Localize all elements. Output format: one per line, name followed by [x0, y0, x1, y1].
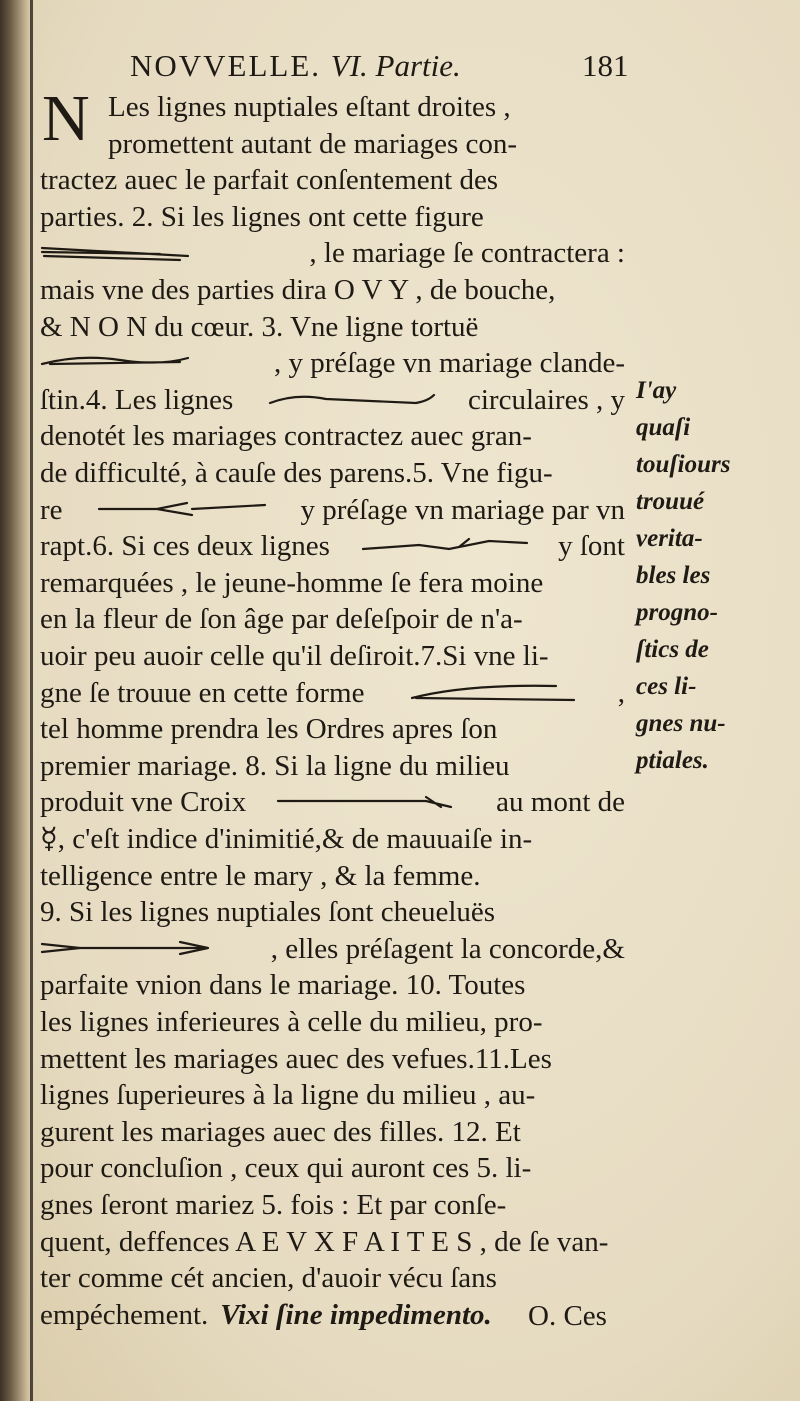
text-line	[40, 819, 625, 859]
text-line	[40, 453, 625, 493]
margin-note-line: ptiales.	[636, 747, 709, 774]
text-line	[40, 490, 625, 530]
margin-note-line: trouué	[636, 488, 705, 515]
text-line	[40, 1148, 625, 1188]
text-segment: denotét les mariages contractez auec gran-	[40, 420, 532, 453]
margin-note-line: I'ay	[636, 377, 677, 404]
text-line	[40, 1222, 625, 1262]
page-gutter	[0, 0, 34, 1401]
text-segment: rapt.6. Si ces deux lignes	[40, 530, 330, 563]
text-segment: gnes ſeront mariez 5. fois : Et par conſe-	[40, 1189, 507, 1221]
line-figure-icon	[359, 535, 529, 555]
line-figure-icon	[40, 242, 190, 262]
text-line	[40, 673, 625, 713]
text-segment: y préſage vn mariage par vn	[300, 493, 625, 526]
text-line	[40, 746, 625, 786]
text-line	[40, 1039, 625, 1079]
text-segment: quent, deffences A E V X F A I T E S , de ſe van-	[40, 1225, 609, 1258]
text-segment: 9. Si les lignes nuptiales ſont cheueluës	[40, 896, 496, 929]
margin-note-line: touſiours	[636, 451, 731, 478]
text-segment: en la fleur de ſon âge par deſeſpoir de n'a-	[40, 603, 523, 636]
text-segment: Les lignes nuptiales eſtant droites ,	[108, 91, 511, 123]
catchword: O. Ces	[528, 1300, 607, 1332]
text-segment: gurent les mariages auec des filles. 12. Et	[40, 1115, 521, 1148]
text-line	[40, 416, 625, 456]
text-line	[40, 1258, 625, 1298]
text-line	[40, 856, 625, 896]
running-header	[130, 48, 630, 92]
margin-note-line: quaſi	[636, 414, 691, 441]
margin-note-line: progno-	[636, 599, 718, 626]
text-line	[40, 599, 625, 639]
text-segment: empéchement.	[40, 1298, 209, 1331]
drop-cap: N	[42, 82, 90, 155]
text-segment: , le mariage ſe contractera :	[309, 237, 625, 270]
page-number: 181	[582, 48, 629, 83]
text-line	[40, 526, 625, 566]
text-segment: & N O N du cœur. 3. Vne ligne tortuë	[40, 310, 479, 343]
line-figure-icon	[406, 682, 576, 702]
text-segment: , y préſage vn mariage clande-	[273, 347, 625, 380]
text-segment: mettent les mariages auec des vefues.11.Les	[40, 1042, 552, 1075]
text-segment: re	[40, 493, 63, 526]
text-line	[40, 160, 625, 200]
text-line	[40, 1002, 625, 1042]
text-line	[40, 782, 625, 822]
text-segment: gne ſe trouue en cette forme	[40, 676, 365, 709]
text-segment: y ſont	[558, 530, 625, 563]
text-segment: premier mariage. 8. Si la ligne du milieu	[40, 749, 510, 782]
text-segment: , elles préſagent la concorde,&	[270, 932, 625, 965]
text-line	[40, 233, 625, 273]
text-line	[40, 929, 625, 969]
text-line	[40, 380, 625, 420]
text-segment: uoir peu auoir celle qu'il deſiroit.7.Si vne li-	[40, 640, 549, 672]
text-segment: lignes ſuperieures à la ligne du milieu , au-	[40, 1079, 536, 1112]
line-figure-icon	[40, 938, 210, 958]
text-segment: remarquées , le jeune-homme ſe fera moine	[40, 566, 544, 599]
header-title: NOVVELLE.	[130, 48, 322, 83]
text-segment: au mont de	[496, 786, 625, 819]
line-figure-icon	[276, 791, 466, 811]
binding-edge	[30, 0, 33, 1401]
text-segment: produit vne Croix	[40, 786, 247, 819]
margin-note-line: ces li-	[636, 673, 697, 700]
text-segment: parties. 2. Si les lignes ont cette figure	[40, 200, 484, 233]
margin-note-line: ſtics de	[636, 636, 709, 663]
text-segment: ter comme cét ancien, d'auoir vécu ſans	[40, 1262, 497, 1295]
text-line	[40, 1075, 625, 1115]
text-line	[40, 563, 625, 603]
text-line	[108, 124, 625, 164]
text-segment: mais vne des parties dira O V Y , de bouche,	[40, 274, 556, 306]
text-line	[40, 1185, 625, 1225]
text-segment: pour concluſion , ceux qui auront ces 5. li-	[40, 1152, 532, 1185]
header-part: VI. Partie.	[330, 48, 461, 83]
margin-note-line: verita-	[636, 525, 703, 552]
text-segment: circulaires , y	[467, 383, 625, 416]
line-figure-icon	[266, 389, 436, 409]
text-line	[40, 1112, 625, 1152]
text-line	[108, 87, 625, 127]
text-segment: les lignes inferieures à celle du milieu, pro-	[40, 1006, 543, 1038]
text-line	[40, 709, 625, 749]
text-line	[40, 636, 625, 676]
text-line	[40, 307, 625, 347]
text-segment: ,	[617, 676, 625, 709]
text-segment: ſtin.4. Les lignes	[40, 383, 234, 416]
margin-note-line: bles les	[636, 562, 711, 589]
text-segment: telligence entre le mary , & la femme.	[40, 859, 481, 892]
text-segment: tel homme prendra les Ordres apres ſon	[40, 713, 498, 746]
text-segment: promettent autant de mariages con-	[108, 127, 518, 160]
text-segment: tractez auec le parfait conſentement des	[40, 164, 499, 197]
text-segment: Vixi ſine impedimento.	[220, 1298, 492, 1331]
text-line	[40, 965, 625, 1005]
text-segment: ☿, c'eſt indice d'inimitié,& de mauuaiſe in-	[40, 823, 533, 855]
text-line	[40, 270, 625, 310]
line-figure-icon	[40, 352, 190, 372]
margin-note-line: gnes nu-	[636, 710, 726, 737]
text-line	[40, 343, 625, 383]
text-line	[40, 892, 625, 932]
text-segment: parfaite vnion dans le mariage. 10. Toutes	[40, 969, 526, 1002]
text-segment: de difficulté, à cauſe des parens.5. Vne figu-	[40, 457, 553, 489]
text-line	[40, 197, 625, 237]
line-figure-icon	[97, 499, 267, 519]
